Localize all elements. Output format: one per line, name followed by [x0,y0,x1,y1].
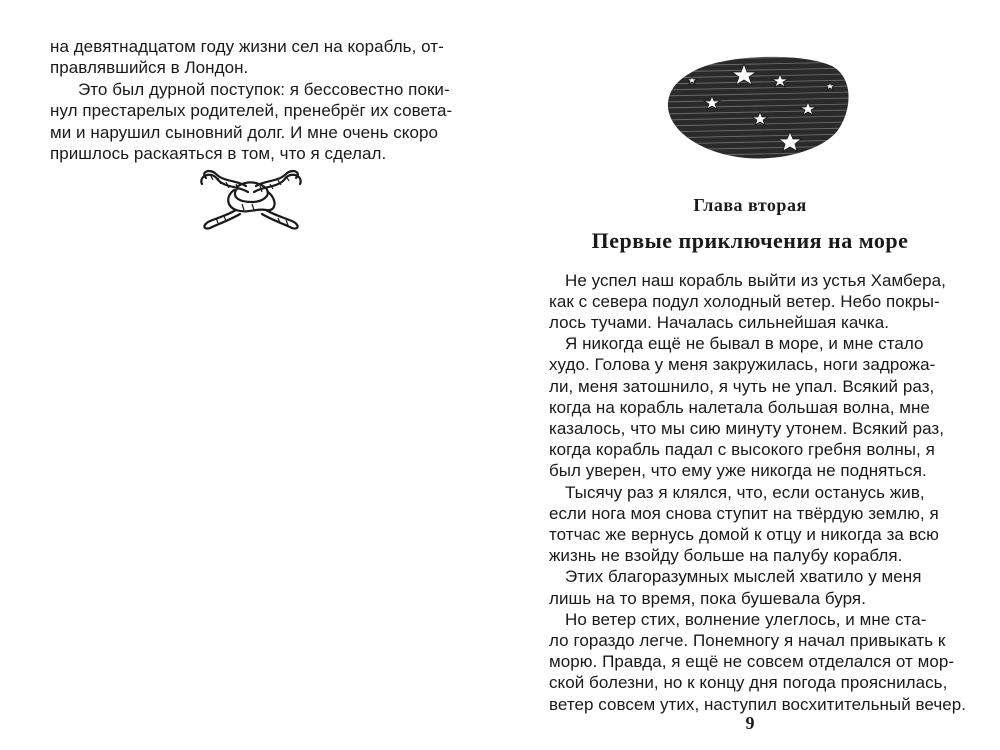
night-sky-stars-icon [662,52,852,164]
text-line: Тысячу раз я клялся, что, если останусь жив, [565,483,925,502]
text-line: лишь на то время, пока бушевала буря. [549,589,866,608]
text-line: тотчас же вернусь домой к отцу и никогда за всю [549,525,939,544]
text-line: жизнь не взойду больше на палубу корабля. [549,546,903,565]
text-line: Это был дурной поступок: я бессовестно поки- [78,80,450,99]
text-line: когда на корабль налетала большая волна, мне [549,398,930,417]
text-line: если нога моя снова ступит на твёрдую землю, я [549,504,939,523]
rope-knot-icon [196,166,306,232]
chapter-number: Глава вторая [693,195,807,215]
text-line: ли, меня затошнило, я чуть не упал. Всякий раз, [549,377,935,396]
text-line: Но ветер стих, волнение улеглось, и мне ста- [565,610,927,629]
chapter-title: Первые приключения на море [591,228,909,253]
right-page [500,0,1000,750]
text-line: ской болезни, но к концу дня погода прояснилась, [549,673,948,692]
text-line: правлявшийся в Лондон. [50,58,249,77]
text-line: как с севера подул холодный ветер. Небо покры- [549,292,940,311]
page-number: 9 [745,713,755,733]
text-line: нул престарелых родителей, пренебрёг их совета- [50,101,453,120]
text-line: Этих благоразумных мыслей хватило у меня [565,567,922,586]
text-line: морю. Правда, я ещё не совсем отделался от мор- [549,652,955,671]
text-line: на девятнадцатом году жизни сел на корабль, от- [50,37,444,56]
text-line: Не успел наш корабль выйти из устья Хамбера, [565,271,946,290]
text-line: ло гораздо легче. Понемногу я начал привыкать к [549,631,946,650]
text-line: ми и нарушил сыновний долг. И мне очень скоро [50,123,438,142]
text-line: когда корабль падал с высокого гребня волны, я [549,440,935,459]
text-line: пришлось раскаяться в том, что я сделал. [50,144,387,163]
text-line: Я никогда ещё не бывал в море, и мне стало [565,334,924,353]
text-line: был уверен, что ему уже никогда не подняться. [549,461,927,480]
text-line: худо. Голова у меня закружилась, ноги задрожа- [549,355,936,374]
text-line: ветер совсем утих, наступил восхитительный вечер. [549,695,967,714]
text-line: казалось, что мы сию минуту утонем. Всякий раз, [549,419,945,438]
text-line: лось тучами. Началась сильнейшая качка. [549,313,890,332]
